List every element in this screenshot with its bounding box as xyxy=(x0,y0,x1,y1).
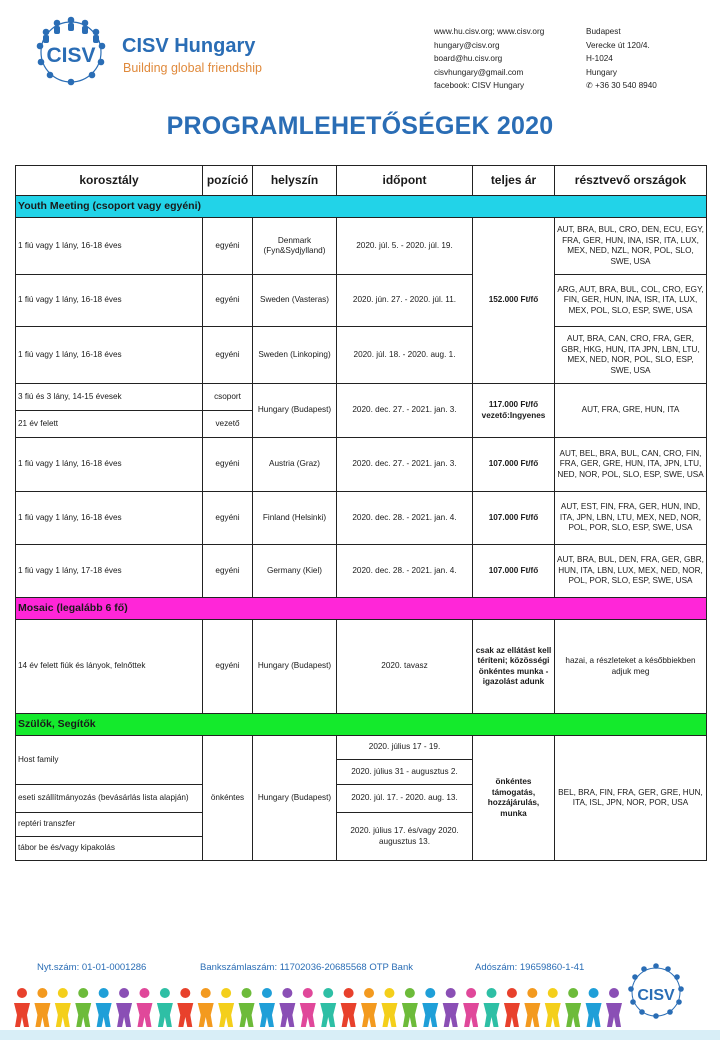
position-cell: egyéni xyxy=(203,620,253,714)
section-mosaic xyxy=(16,598,707,620)
location-cell: Hungary (Budapest) xyxy=(253,736,337,861)
location-cell: Sweden (Vasteras) xyxy=(253,275,337,327)
age-cell: 3 fiú és 3 lány, 14-15 évesek xyxy=(16,384,203,411)
position-cell: egyéni xyxy=(203,545,253,598)
gmail-link[interactable]: cisvhungary@gmail.com xyxy=(434,67,524,77)
countries-cell: AUT, EST, FIN, FRA, GER, HUN, IND, ITA, JPN, LBN, LTU, MEX, NED, NOR, POL, POR, SLO, ESP, SWE, USA xyxy=(555,492,707,545)
person-figure xyxy=(565,988,581,1027)
brand-name: CISV Hungary xyxy=(122,35,256,57)
date-cell: 2020. július 17. és/vagy 2020. augusztus 13. xyxy=(337,813,473,861)
price-cell: 107.000 Ft/fő xyxy=(473,545,555,598)
person-figure xyxy=(443,988,459,1027)
countries-cell: AUT, BEL, BRA, BUL, CAN, CRO, FIN, FRA, GER, GRE, HUN, ITA, JPN, LTU, NED, NOR, POL, SLO, ESP, SWE, USA xyxy=(555,438,707,492)
person-figure xyxy=(157,988,173,1027)
program-table xyxy=(15,165,707,861)
table-row xyxy=(16,492,707,545)
price-cell: 107.000 Ft/fő xyxy=(473,492,555,545)
people-chain-illustration xyxy=(12,985,624,1029)
position-cell: egyéni xyxy=(203,438,253,492)
person-figure xyxy=(402,988,418,1027)
person-figure xyxy=(55,988,71,1027)
price-line: 117.000 Ft/fő xyxy=(488,400,539,409)
address-city: Budapest xyxy=(586,27,621,36)
date-cell: 2020. jún. 27. - 2020. júl. 11. xyxy=(337,275,473,327)
countries-cell: AUT, FRA, GRE, HUN, ITA xyxy=(555,384,707,438)
date-cell: 2020. júl. 5. - 2020. júl. 19. xyxy=(337,218,473,275)
countries-cell: AUT, BRA, BUL, CRO, DEN, ECU, EGY, FRA, GER, HUN, INA, ISR, ITA, LUX, MEX, NED, NZL, NOR, POL, SLO, SWE, USA xyxy=(555,218,707,275)
date-cell: 2020. dec. 28. - 2021. jan. 4. xyxy=(337,545,473,598)
date-cell: 2020. dec. 27. - 2021. jan. 3. xyxy=(337,384,473,438)
location-cell: Sweden (Linkoping) xyxy=(253,327,337,384)
age-cell: 1 fiú vagy 1 lány, 16-18 éves xyxy=(16,492,203,545)
person-figure xyxy=(136,988,152,1027)
registration-number: Nyt.szám: 01-01-0001286 xyxy=(37,962,147,973)
phone-number: ✆ +36 30 540 8940 xyxy=(586,81,657,90)
address-street: Verecke út 120/4. xyxy=(586,40,650,50)
countries-cell: ARG, AUT, BRA, BUL, COL, CRO, EGY, FIN, GER, HUN, INA, ISR, ITA, LUX, MEX, POL, SLO, ESP, SWE, USA xyxy=(555,275,707,327)
header-position: pozíció xyxy=(203,166,253,196)
website-link[interactable]: www.hu.cisv.org; www.cisv.org xyxy=(434,27,545,36)
position-cell: egyéni xyxy=(203,327,253,384)
price-cell: 107.000 Ft/fő xyxy=(473,438,555,492)
header-age: korosztály xyxy=(16,166,203,196)
person-figure xyxy=(34,988,50,1027)
person-figure xyxy=(320,988,336,1027)
position-cell: egyéni xyxy=(203,492,253,545)
person-figure xyxy=(279,988,295,1027)
bank-account: Bankszámlaszám: 11702036-20685568 OTP Bank xyxy=(200,962,414,973)
location-cell: Hungary (Budapest) xyxy=(253,620,337,714)
email-link[interactable]: hungary@cisv.org xyxy=(434,40,500,50)
location-cell: Austria (Graz) xyxy=(253,438,337,492)
price-cell xyxy=(473,384,555,438)
date-cell: 2020. dec. 27. - 2021. jan. 3. xyxy=(337,438,473,492)
person-figure xyxy=(239,988,255,1027)
person-figure xyxy=(198,988,214,1027)
age-cell: 1 fiú vagy 1 lány, 16-18 éves xyxy=(16,438,203,492)
position-cell: egyéni xyxy=(203,218,253,275)
age-cell: 1 fiú vagy 1 lány, 17-18 éves xyxy=(16,545,203,598)
table-row xyxy=(16,275,707,327)
person-figure xyxy=(96,988,112,1027)
tax-number: Adószám: 19659860-1-41 xyxy=(475,962,585,973)
address-zip: H-1024 xyxy=(586,54,613,63)
countries-cell: hazai, a részleteket a későbbiekben adjuk meg xyxy=(555,620,707,714)
contact-right xyxy=(586,25,657,93)
board-email-link[interactable]: board@hu.cisv.org xyxy=(434,54,503,63)
location-cell: Finland (Helsinki) xyxy=(253,492,337,545)
person-figure xyxy=(381,988,397,1027)
person-figure xyxy=(484,988,500,1027)
facebook-link[interactable]: facebook: CISV Hungary xyxy=(434,81,525,90)
age-cell: 1 fiú vagy 1 lány, 16-18 éves xyxy=(16,275,203,327)
person-figure xyxy=(300,988,316,1027)
contact-left xyxy=(434,25,544,93)
person-figure xyxy=(504,988,520,1027)
location-cell: Denmark (Fyn&Sydjylland) xyxy=(253,218,337,275)
countries-cell: AUT, BRA, CAN, CRO, FRA, GER, GBR, HKG, HUN, ITA JPN, LBN, LTU, MEX, NED, NOR, POL, SLO, ESP, SWE, USA xyxy=(555,327,707,384)
logo-text: CISV xyxy=(46,44,96,67)
role-cell: eseti szállítmányozás (bevásárlás lista alapján) xyxy=(16,785,203,813)
table-row xyxy=(16,736,707,760)
age-cell: 21 év felett xyxy=(16,411,203,438)
countries-cell: BEL, BRA, FIN, FRA, GER, GRE, HUN, ITA, ISL, JPN, NOR, POR, USA xyxy=(555,736,707,861)
date-cell: 2020. dec. 28. - 2021. jan. 4. xyxy=(337,492,473,545)
role-cell: reptéri transzfer xyxy=(16,813,203,837)
table-row xyxy=(16,545,707,598)
header-countries: résztvevő országok xyxy=(555,166,707,196)
person-figure xyxy=(545,988,561,1027)
countries-cell: AUT, BRA, BUL, DEN, FRA, GER, GBR, HUN, ITA, LBN, LUX, MEX, NED, NOR, POL, POR, SLO, ESP, SWE, USA xyxy=(555,545,707,598)
person-figure xyxy=(259,988,275,1027)
position-cell: vezető xyxy=(203,411,253,438)
date-cell: 2020. július 17 - 19. xyxy=(337,736,473,760)
role-cell: Host family xyxy=(16,736,203,785)
cisv-footer-logo xyxy=(622,960,690,1020)
position-cell: csoport xyxy=(203,384,253,411)
section-youth-meeting xyxy=(16,196,707,218)
table-header-row xyxy=(16,166,707,196)
person-figure xyxy=(586,988,602,1027)
section-parents-label: Szülők, Segítők xyxy=(16,714,707,736)
footer-logo-text: CISV xyxy=(637,987,675,1004)
person-figure xyxy=(606,988,622,1027)
bottom-strip xyxy=(0,1030,720,1040)
table-row xyxy=(16,438,707,492)
price-cell: csak az ellátást kell téríteni; közösségi önkéntes munka - igazolást adunk xyxy=(473,620,555,714)
date-cell: 2020. júl. 18. - 2020. aug. 1. xyxy=(337,327,473,384)
section-youth-label: Youth Meeting (csoport vagy egyéni) xyxy=(16,196,707,218)
date-cell: 2020. júl. 17. - 2020. aug. 13. xyxy=(337,785,473,813)
person-figure xyxy=(361,988,377,1027)
table-row xyxy=(16,218,707,275)
person-figure xyxy=(116,988,132,1027)
date-cell: 2020. tavasz xyxy=(337,620,473,714)
person-figure xyxy=(14,988,30,1027)
person-figure xyxy=(75,988,91,1027)
person-figure xyxy=(341,988,357,1027)
header-date: időpont xyxy=(337,166,473,196)
person-figure xyxy=(463,988,479,1027)
cisv-logo xyxy=(28,12,114,86)
age-cell: 1 fiú vagy 1 lány, 16-18 éves xyxy=(16,218,203,275)
person-figure xyxy=(422,988,438,1027)
header-location: helyszín xyxy=(253,166,337,196)
age-cell: 14 év felett fiúk és lányok, felnőttek xyxy=(16,620,203,714)
position-cell: önkéntes xyxy=(203,736,253,861)
table-row xyxy=(16,620,707,714)
person-figure xyxy=(218,988,234,1027)
table-row xyxy=(16,327,707,384)
role-cell: tábor be és/vagy kipakolás xyxy=(16,837,203,861)
price-leader-line: vezető:Ingyenes xyxy=(481,410,546,420)
brand-tagline: Building global friendship xyxy=(123,61,262,75)
age-cell: 1 fiú vagy 1 lány, 16-18 éves xyxy=(16,327,203,384)
location-cell: Germany (Kiel) xyxy=(253,545,337,598)
person-figure xyxy=(177,988,193,1027)
price-cell: önkéntes támogatás, hozzájárulás, munka xyxy=(473,736,555,861)
price-cell: 152.000 Ft/fő xyxy=(473,218,555,384)
date-cell: 2020. július 31 - augusztus 2. xyxy=(337,760,473,785)
page-title: PROGRAMLEHETŐSÉGEK 2020 xyxy=(166,112,554,140)
section-mosaic-label: Mosaic (legalább 6 fő) xyxy=(16,598,707,620)
position-cell: egyéni xyxy=(203,275,253,327)
header-price: teljes ár xyxy=(473,166,555,196)
person-figure xyxy=(524,988,540,1027)
address-country: Hungary xyxy=(586,67,617,77)
location-cell: Hungary (Budapest) xyxy=(253,384,337,438)
table-row xyxy=(16,384,707,411)
section-parents xyxy=(16,714,707,736)
